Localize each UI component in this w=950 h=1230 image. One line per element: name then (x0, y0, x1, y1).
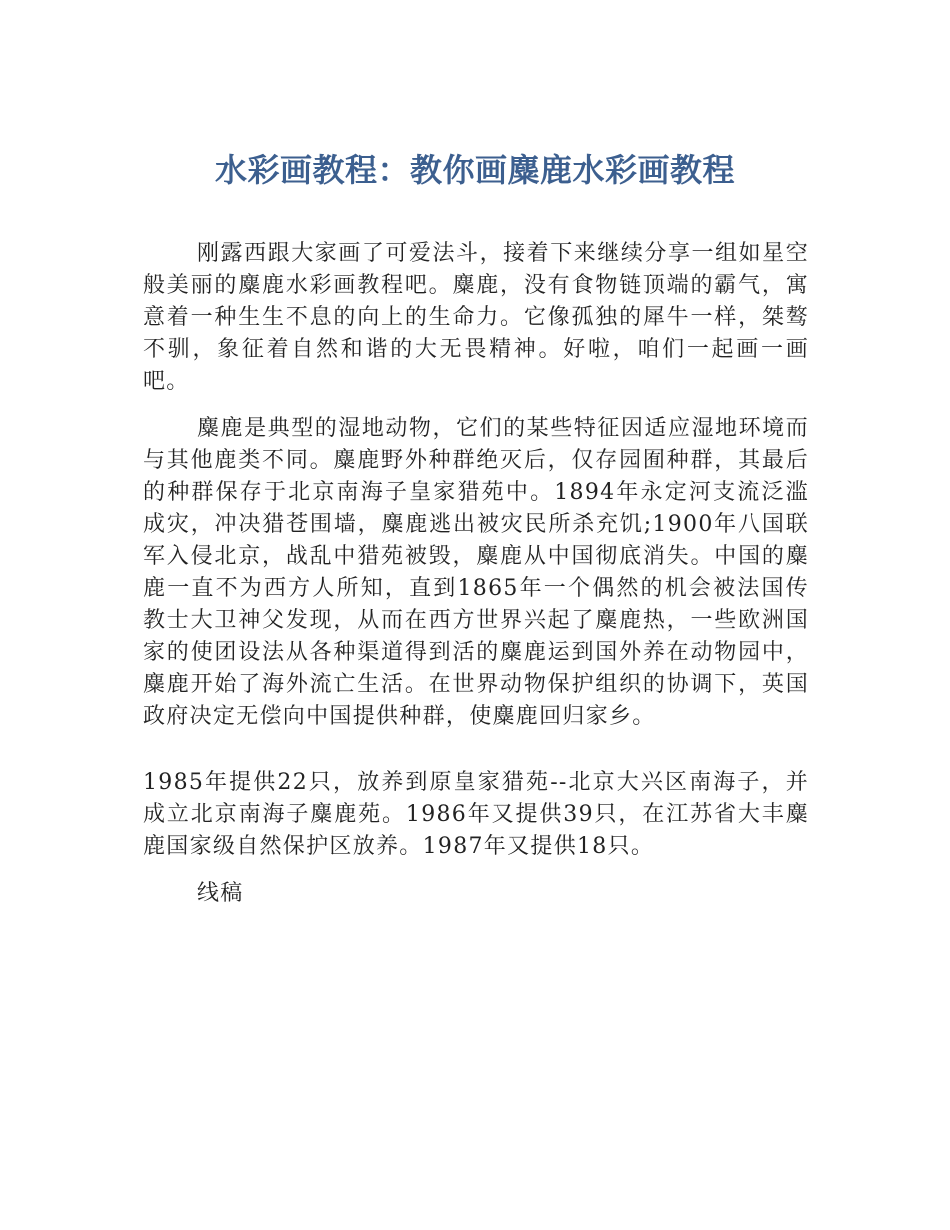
paragraph-line-art-heading: 线稿 (197, 881, 244, 906)
paragraph-reintroduction: 1985年提供22只，放养到原皇家猎苑--北京大兴区南海子，并成立北京南海子麋鹿苑。1986年又提供39只，在江苏省大丰麋鹿国家级自然保护区放养。1987年又提供18只。 (143, 770, 809, 859)
paragraph-intro: 刚露西跟大家画了可爱法斗，接着下来继续分享一组如星空般美丽的麋鹿水彩画教程吧。麋鹿，没有食物链顶端的霸气，寓意着一种生生不息的向上的生命力。它像孤独的犀牛一样，桀骜不驯，象征着自然和谐的大无畏精神。好啦，咱们一起画一画吧。 (143, 241, 809, 394)
document-body (143, 238, 809, 910)
paragraph-history: 麋鹿是典型的湿地动物，它们的某些特征因适应湿地环境而与其他鹿类不同。麋鹿野外种群绝灭后，仅存园囿种群，其最后的种群保存于北京南海子皇家猎苑中。1894年永定河支流泛滥成灾，冲决猎苍围墙，麋鹿逃出被灾民所杀充饥;1900年八国联军入侵北京，战乱中猎苑被毁，麋鹿从中国彻底消失。中国的麋鹿一直不为西方人所知，直到1865年一个偶然的机会被法国传教士大卫神父发现，从而在西方世界兴起了麋鹿热，一些欧洲国家的使团设法从各种渠道得到活的麋鹿运到国外养在动物园中，麋鹿开始了海外流亡生活。在世界动物保护组织的协调下，英国政府决定无偿向中国提供种群，使麋鹿回归家乡。 (143, 416, 809, 729)
document-title: 水彩画教程：教你画麋鹿水彩画教程 (214, 151, 735, 189)
